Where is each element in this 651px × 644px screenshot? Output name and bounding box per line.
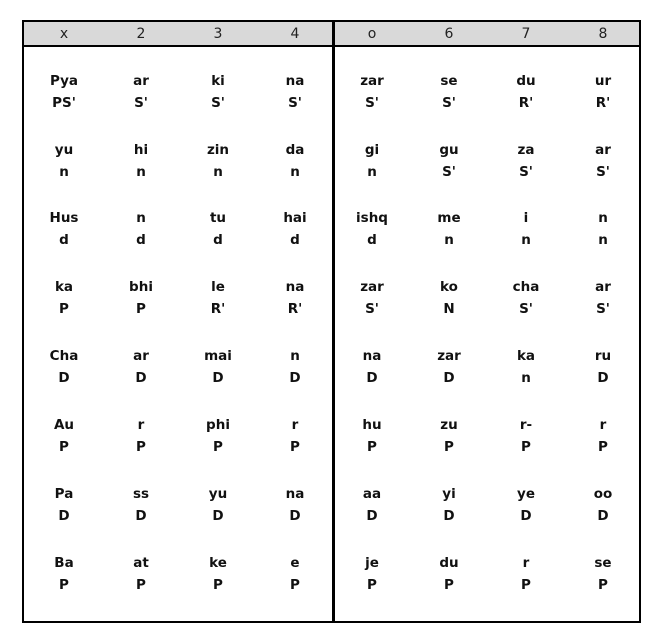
lyric-syllable: ye xyxy=(517,486,535,502)
swara-note: d xyxy=(59,232,69,248)
lyric-syllable: phi xyxy=(206,417,230,433)
lyric-syllable: zu xyxy=(440,417,458,433)
note-cell xyxy=(337,555,407,593)
note-cell xyxy=(29,486,99,524)
note-cell xyxy=(414,73,484,111)
header-beat-5: o xyxy=(367,26,377,42)
lyric-syllable: ke xyxy=(209,555,227,571)
lyric-syllable: ka xyxy=(54,279,74,295)
note-cell xyxy=(414,279,484,317)
notation-table xyxy=(22,20,641,623)
swara-note: P xyxy=(367,577,377,593)
lyric-syllable: za xyxy=(517,142,535,158)
note-cell xyxy=(568,417,638,455)
lyric-syllable: ki xyxy=(211,73,225,89)
note-cell xyxy=(491,73,561,111)
lyric-syllable: na xyxy=(285,73,305,89)
swara-note: R' xyxy=(518,95,534,111)
lyric-syllable: r xyxy=(137,417,145,433)
lyric-syllable: at xyxy=(133,555,149,571)
swara-note: D xyxy=(366,370,378,386)
swara-note: n xyxy=(290,164,300,180)
header-beat-6: 6 xyxy=(444,26,454,42)
swara-note: d xyxy=(367,232,377,248)
note-cell xyxy=(260,486,330,524)
swara-note: P xyxy=(136,439,146,455)
swara-note: PS' xyxy=(52,95,76,111)
swara-note: S' xyxy=(365,95,379,111)
swara-note: S' xyxy=(442,95,456,111)
lyric-syllable: le xyxy=(211,279,225,295)
swara-note: S' xyxy=(134,95,148,111)
swara-note: D xyxy=(289,508,301,524)
note-cell xyxy=(568,279,638,317)
note-cell xyxy=(337,279,407,317)
swara-note: S' xyxy=(519,164,533,180)
swara-note: S' xyxy=(596,164,610,180)
lyric-syllable: na xyxy=(362,348,382,364)
lyric-syllable: Pya xyxy=(49,73,79,89)
lyric-syllable: r xyxy=(599,417,607,433)
swara-note: n xyxy=(213,164,223,180)
lyric-syllable: ar xyxy=(133,348,149,364)
note-cell xyxy=(29,142,99,180)
lyric-syllable: n xyxy=(290,348,300,364)
note-cell xyxy=(337,142,407,180)
lyric-syllable: aa xyxy=(362,486,382,502)
note-cell xyxy=(260,348,330,386)
swara-note: n xyxy=(444,232,454,248)
header-beat-4: 4 xyxy=(290,26,300,42)
note-cell xyxy=(29,210,99,248)
note-cell xyxy=(568,73,638,111)
swara-note: D xyxy=(289,370,301,386)
note-cell xyxy=(106,279,176,317)
swara-note: D xyxy=(212,508,224,524)
note-cell xyxy=(106,417,176,455)
swara-note: D xyxy=(135,370,147,386)
lyric-syllable: bhi xyxy=(129,279,153,295)
lyric-syllable: hi xyxy=(133,142,149,158)
lyric-syllable: n xyxy=(136,210,146,226)
note-cell xyxy=(183,142,253,180)
note-cell xyxy=(568,348,638,386)
note-cell xyxy=(29,417,99,455)
lyric-syllable: gu xyxy=(439,142,459,158)
note-cell xyxy=(183,279,253,317)
header-beat-1: x xyxy=(59,26,69,42)
swara-note: n xyxy=(367,164,377,180)
lyric-syllable: r xyxy=(522,555,530,571)
lyric-syllable: ka xyxy=(516,348,536,364)
lyric-syllable: zin xyxy=(206,142,230,158)
swara-note: P xyxy=(136,577,146,593)
lyric-syllable: i xyxy=(523,210,529,226)
swara-note: n xyxy=(136,164,146,180)
lyric-syllable: Hus xyxy=(49,210,79,226)
note-cell xyxy=(106,486,176,524)
note-cell xyxy=(491,210,561,248)
note-cell xyxy=(568,555,638,593)
swara-note: P xyxy=(290,577,300,593)
lyric-syllable: me xyxy=(437,210,461,226)
note-cell xyxy=(106,73,176,111)
note-cell xyxy=(414,348,484,386)
note-cell xyxy=(29,279,99,317)
note-cell xyxy=(491,348,561,386)
swara-note: P xyxy=(136,301,146,317)
swara-note: D xyxy=(135,508,147,524)
note-cell xyxy=(491,142,561,180)
lyric-syllable: hu xyxy=(362,417,382,433)
lyric-syllable: du xyxy=(439,555,459,571)
note-cell xyxy=(337,73,407,111)
note-cell xyxy=(183,348,253,386)
swara-note: D xyxy=(58,370,70,386)
swara-note: P xyxy=(290,439,300,455)
lyric-syllable: ko xyxy=(440,279,458,295)
note-cell xyxy=(260,142,330,180)
swara-note: D xyxy=(443,508,455,524)
lyric-syllable: da xyxy=(285,142,305,158)
swara-note: P xyxy=(213,439,223,455)
lyric-syllable: zar xyxy=(360,73,384,89)
swara-note: D xyxy=(366,508,378,524)
note-cell xyxy=(260,73,330,111)
lyric-syllable: n xyxy=(598,210,608,226)
lyric-syllable: yu xyxy=(54,142,74,158)
lyric-syllable: du xyxy=(516,73,536,89)
lyric-syllable: Au xyxy=(53,417,75,433)
note-cell xyxy=(414,486,484,524)
lyric-syllable: oo xyxy=(593,486,613,502)
header-beat-7: 7 xyxy=(521,26,531,42)
note-cell xyxy=(568,210,638,248)
note-cell xyxy=(337,417,407,455)
swara-note: D xyxy=(520,508,532,524)
swara-note: P xyxy=(213,577,223,593)
note-cell xyxy=(491,279,561,317)
swara-note: R' xyxy=(595,95,611,111)
swara-note: P xyxy=(59,577,69,593)
swara-note: n xyxy=(521,232,531,248)
lyric-syllable: zar xyxy=(437,348,461,364)
lyric-syllable: ar xyxy=(595,279,611,295)
swara-note: P xyxy=(521,577,531,593)
swara-note: P xyxy=(59,439,69,455)
note-cell xyxy=(414,417,484,455)
note-cell xyxy=(29,348,99,386)
swara-note: S' xyxy=(596,301,610,317)
swara-note: D xyxy=(212,370,224,386)
note-cell xyxy=(183,210,253,248)
header-beat-2: 2 xyxy=(136,26,146,42)
swara-note: P xyxy=(444,439,454,455)
note-cell xyxy=(29,73,99,111)
note-cell xyxy=(260,279,330,317)
lyric-syllable: ar xyxy=(595,142,611,158)
lyric-syllable: e xyxy=(290,555,300,571)
swara-note: n xyxy=(59,164,69,180)
lyric-syllable: yu xyxy=(208,486,228,502)
note-cell xyxy=(183,417,253,455)
lyric-syllable: r xyxy=(291,417,299,433)
note-cell xyxy=(106,142,176,180)
swara-note: S' xyxy=(211,95,225,111)
lyric-syllable: gi xyxy=(364,142,380,158)
swara-note: R' xyxy=(210,301,226,317)
note-cell xyxy=(337,486,407,524)
lyric-syllable: mai xyxy=(204,348,232,364)
note-cell xyxy=(491,486,561,524)
note-cell xyxy=(491,417,561,455)
lyric-syllable: zar xyxy=(360,279,384,295)
note-cell xyxy=(106,348,176,386)
swara-note: d xyxy=(213,232,223,248)
swara-note: N xyxy=(443,301,455,317)
note-cell xyxy=(106,210,176,248)
note-cell xyxy=(106,555,176,593)
swara-note: D xyxy=(443,370,455,386)
note-cell xyxy=(568,486,638,524)
note-cell xyxy=(568,142,638,180)
lyric-syllable: Pa xyxy=(54,486,74,502)
lyric-syllable: ar xyxy=(133,73,149,89)
vibhag-divider xyxy=(332,22,335,621)
swara-note: D xyxy=(597,370,609,386)
lyric-syllable: je xyxy=(365,555,379,571)
swara-note: n xyxy=(521,370,531,386)
note-cell xyxy=(337,348,407,386)
swara-note: P xyxy=(521,439,531,455)
swara-note: P xyxy=(598,439,608,455)
lyric-syllable: Cha xyxy=(49,348,79,364)
swara-note: D xyxy=(597,508,609,524)
swara-note: P xyxy=(598,577,608,593)
note-cell xyxy=(414,555,484,593)
note-cell xyxy=(491,555,561,593)
lyric-syllable: ss xyxy=(132,486,150,502)
swara-note: S' xyxy=(365,301,379,317)
note-cell xyxy=(183,486,253,524)
swara-note: P xyxy=(59,301,69,317)
header-beat-8: 8 xyxy=(598,26,608,42)
note-cell xyxy=(183,555,253,593)
swara-note: R' xyxy=(287,301,303,317)
swara-note: P xyxy=(444,577,454,593)
lyric-syllable: yi xyxy=(442,486,456,502)
swara-note: S' xyxy=(288,95,302,111)
lyric-syllable: r- xyxy=(519,417,533,433)
lyric-syllable: na xyxy=(285,279,305,295)
swara-note: S' xyxy=(442,164,456,180)
swara-note: P xyxy=(367,439,377,455)
note-cell xyxy=(337,210,407,248)
swara-note: S' xyxy=(519,301,533,317)
lyric-syllable: ru xyxy=(594,348,612,364)
note-cell xyxy=(183,73,253,111)
swara-note: d xyxy=(136,232,146,248)
lyric-syllable: Ba xyxy=(54,555,74,571)
note-cell xyxy=(414,210,484,248)
lyric-syllable: ishq xyxy=(356,210,388,226)
swara-note: n xyxy=(598,232,608,248)
note-cell xyxy=(29,555,99,593)
swara-note: D xyxy=(58,508,70,524)
lyric-syllable: hai xyxy=(283,210,307,226)
lyric-syllable: ur xyxy=(594,73,612,89)
lyric-syllable: se xyxy=(440,73,458,89)
lyric-syllable: se xyxy=(594,555,612,571)
lyric-syllable: na xyxy=(285,486,305,502)
note-cell xyxy=(260,417,330,455)
note-cell xyxy=(414,142,484,180)
lyric-syllable: tu xyxy=(209,210,227,226)
header-beat-3: 3 xyxy=(213,26,223,42)
note-cell xyxy=(260,210,330,248)
swara-note: d xyxy=(290,232,300,248)
lyric-syllable: cha xyxy=(512,279,540,295)
note-cell xyxy=(260,555,330,593)
